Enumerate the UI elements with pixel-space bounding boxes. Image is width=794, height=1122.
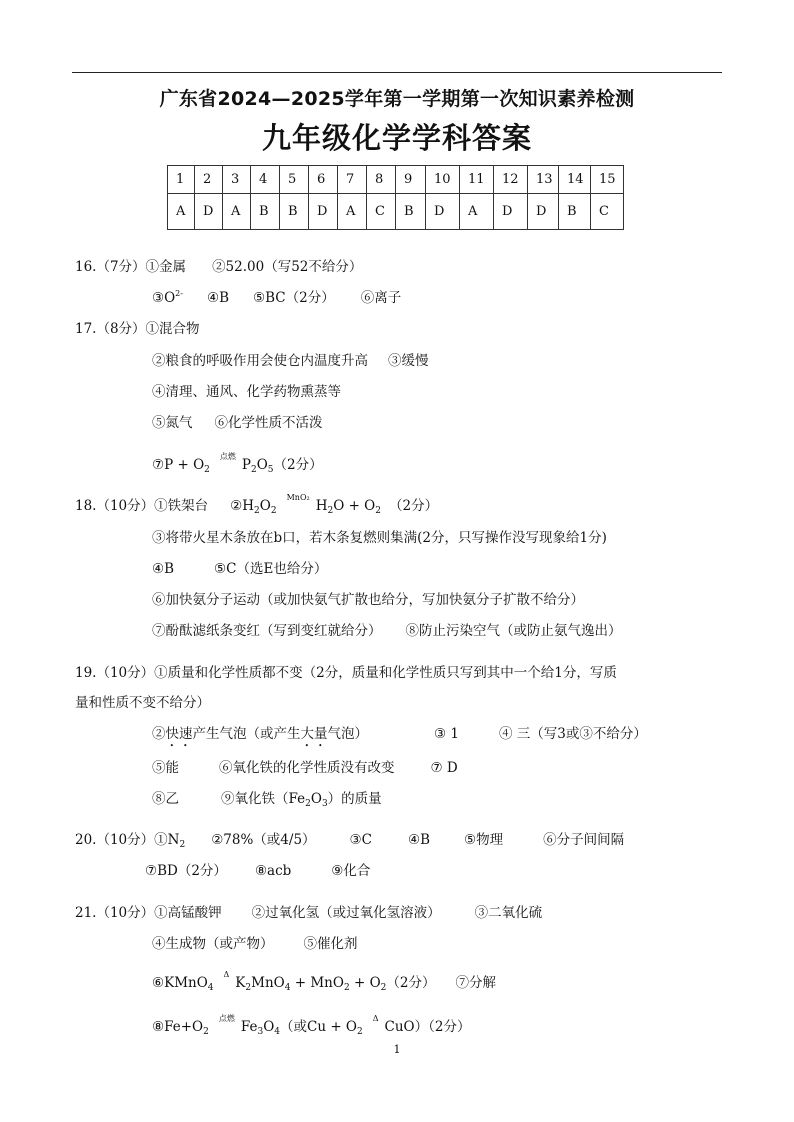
q17-answer-2: ②粮食的呼吸作用会使仓内温度升高 <box>152 353 368 369</box>
q21-line-4 <box>152 1014 471 1038</box>
question-number-cell: 9 <box>396 166 426 194</box>
question-number-row <box>168 166 624 194</box>
answer-cell: D <box>426 194 460 230</box>
q16-answer-2: ②52.00（写52不给分） <box>212 259 363 275</box>
q21-answer-5: ⑤催化剂 <box>303 936 358 952</box>
q19-answer-6: ⑥氧化铁的化学性质没有改变 <box>219 760 395 776</box>
q18-head: 18.（10分）①铁架台 <box>75 498 209 514</box>
answer-table <box>167 165 624 230</box>
q20-answer-9: ⑨化合 <box>331 863 371 879</box>
q19-answer-7: ⑦ D <box>430 760 458 776</box>
q19-answer-3: ③ 1 <box>434 726 459 742</box>
q16-answer-5: ⑤BC（2分） <box>253 290 335 306</box>
q18-equation: $②H_2O_2^{MnO_2}H_2O + O_2$ （2分） <box>230 493 439 516</box>
answer-cell: A <box>338 194 367 230</box>
q20-line-1 <box>75 831 624 851</box>
answer-cell: B <box>559 194 591 230</box>
q19-line-3 <box>152 725 647 750</box>
answer-cell: D <box>528 194 559 230</box>
q17-answer-4: ④清理、通风、化学药物熏蒸等 <box>152 384 341 400</box>
question-number-cell: 13 <box>528 166 559 194</box>
q21-answer-7: ⑦分解 <box>455 975 496 991</box>
answer-cell: D <box>195 194 223 230</box>
answer-cell: D <box>494 194 528 230</box>
exam-title: 广东省2024—2025学年第一学期第一次知识素养检测 <box>159 88 635 110</box>
q18-line-5 <box>152 622 622 640</box>
q18-answer-8: ⑧防止污染空气（或防止氨气逸出） <box>405 623 622 639</box>
q19-head-continued: 量和性质不变不给分） <box>75 695 210 711</box>
q20-answer-8: ⑧acb <box>254 863 292 879</box>
q19-answer-8: ⑧乙 <box>152 791 179 807</box>
answer-row <box>168 194 624 230</box>
heat-condition: Δ <box>223 970 230 979</box>
q21-line-3 <box>152 970 496 994</box>
q16-answer-6: ⑥离子 <box>360 290 402 306</box>
catalyst-condition: MnO₂ <box>286 493 310 502</box>
top-rule <box>72 72 722 73</box>
q19-answer-2: ②快速产生气泡（或产生大量气泡） <box>152 726 368 742</box>
question-number-cell: 6 <box>309 166 338 194</box>
q19-answer-4: ④ 三（写3或③不给分） <box>498 726 647 742</box>
q21-answer-4: ④生成物（或产物） <box>152 936 274 952</box>
question-number-cell: 11 <box>460 166 494 194</box>
question-number-cell: 5 <box>280 166 309 194</box>
q17-answer-6: ⑥化学性质不活泼 <box>214 415 323 431</box>
q20-answer-6: ⑥分子间间隔 <box>543 832 625 848</box>
q21-line-1 <box>75 904 542 922</box>
answer-cell: A <box>168 194 195 230</box>
q20-answer-7: ⑦BD（2分） <box>145 863 227 879</box>
q17-line-2 <box>152 352 429 370</box>
q18-answer-4: ④B <box>152 561 175 577</box>
q19-head: 19.（10分）①质量和化学性质都不变（2分，质量和化学性质只写到其中一个给1分，写质 <box>75 665 617 681</box>
subject-title: 九年级化学学科答案 <box>261 121 532 155</box>
q18-line-3 <box>152 560 327 578</box>
q18-answer-7: ⑦酚酞滤纸条变红（写到变红就给分） <box>152 623 382 639</box>
answer-cell: C <box>591 194 624 230</box>
q21-answer-3: ③二氧化硫 <box>474 905 543 921</box>
q16-line-1 <box>75 258 362 276</box>
q19-line-5 <box>152 790 382 810</box>
q17-head: 17.（8分）①混合物 <box>75 321 200 337</box>
ignition-condition: 点燃 <box>219 452 236 461</box>
q20-line-2 <box>145 862 370 880</box>
question-number-cell: 1 <box>168 166 195 194</box>
q20-answer-5: ⑤物理 <box>464 832 504 848</box>
q21-head: 21.（10分）①高锰酸钾 <box>75 905 222 921</box>
question-number-cell: 3 <box>223 166 251 194</box>
q19-line-4 <box>152 759 458 777</box>
q17-line-4 <box>152 414 323 432</box>
answer-cell: B <box>280 194 309 230</box>
q21-answer-2: ②过氧化氢（或过氧化氢溶液） <box>251 905 441 921</box>
q20-answer-3: ③C <box>349 832 372 848</box>
ignition-condition-2: 点燃 <box>218 1014 235 1023</box>
q16-line-2 <box>152 289 401 309</box>
q19-answer-5: ⑤能 <box>152 760 179 776</box>
q18-answer-6: ⑥加快氨分子运动（或加快氨气扩散也给分，写加快氨分子扩散不给分） <box>152 592 584 608</box>
question-number-cell: 2 <box>195 166 223 194</box>
question-number-cell: 10 <box>426 166 460 194</box>
answer-cell: A <box>460 194 494 230</box>
q21-equation-6: $⑥KMnO_4^\Delta K_2MnO_4 + MnO_2 + O_2(2$分） <box>152 970 436 993</box>
page-number: 1 <box>393 1043 401 1056</box>
question-number-cell: 15 <box>591 166 624 194</box>
answer-cell: B <box>396 194 426 230</box>
q21-line-2 <box>152 935 358 953</box>
q18-answer-5: ⑤C（选E也给分） <box>214 561 328 577</box>
q17-answer-3: ③缓慢 <box>388 353 429 369</box>
q19-answer-9: ⑨氧化铁$(Fe_2O_3)$的质量 <box>221 791 382 809</box>
question-number-cell: 14 <box>559 166 591 194</box>
q16-answer-3: $③O^{2-}$ <box>152 289 183 306</box>
q20-head: 20.（10分）$①N_2$ <box>75 832 186 850</box>
question-number-cell: 12 <box>494 166 528 194</box>
q18-line-1 <box>75 493 439 517</box>
q21-equation-8: $⑧Fe+O_2^{点燃}Fe_3O_4$（或$Cu + O_2^\Delta CuO)(2$分） <box>152 1014 471 1037</box>
q17-equation: ⑦P + $O_2^{点燃}P_2O_5(2$分） <box>152 452 323 475</box>
q20-answer-4: ④B <box>407 832 431 848</box>
question-number-cell: 4 <box>251 166 280 194</box>
heat-condition-2: Δ <box>372 1014 379 1023</box>
answer-cell: B <box>251 194 280 230</box>
question-number-cell: 7 <box>338 166 367 194</box>
q17-answer-5: ⑤氮气 <box>152 415 193 431</box>
q16-head: 16.（7分）①金属 <box>75 259 187 275</box>
answer-cell: D <box>309 194 338 230</box>
q20-answer-2: ②78%（或4/5） <box>211 832 316 848</box>
answer-cell: A <box>223 194 251 230</box>
q18-answer-3: ③将带火星木条放在b口，若木条复燃则集满(2分，只写操作没写现象给1分) <box>152 530 607 546</box>
question-number-cell: 8 <box>367 166 396 194</box>
q16-answer-4: ④B <box>206 290 229 306</box>
answer-cell: C <box>367 194 396 230</box>
